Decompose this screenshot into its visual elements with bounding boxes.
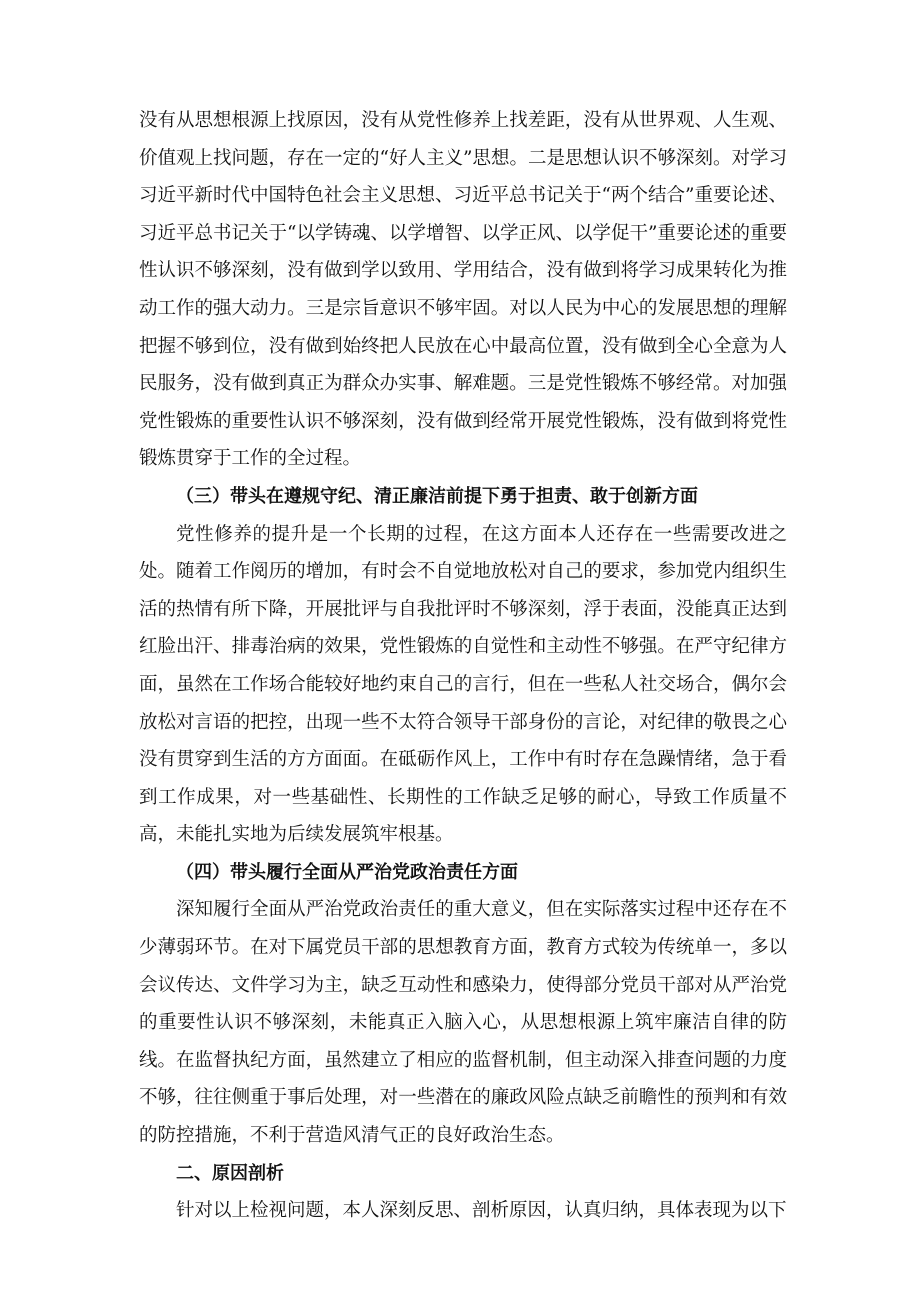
document-body: [139, 102, 787, 1230]
section-heading-cause-analysis: 二、原因剖析: [176, 1162, 284, 1184]
paragraph-section-3: 党性修养的提升是一个长期的过程，在这方面本人还存在一些需要改进之处。随着工作阅历的增加，有时会不自觉地放松对自己的要求，参加党内组织生活的热情有所下降，开展批评与自我批评时不够深刻，浮于表面，没能真正达到红脸出汗、排毒治病的效果，党性锻炼的自觉性和主动性不够强。在严守纪律方面，虽然在工作场合能较好地约束自己的言行，但在一些私人社交场合，偶尔会放松对言语的把控，出现一些不太符合领导干部身份的言论，对纪律的敬畏之心没有贯穿到生活的方方面面。在砥砺作风上，工作中有时存在急躁情绪，急于看到工作成果，对一些基础性、长期性的工作缺乏足够的耐心，导致工作质量不高，未能扎实地为后续发展筑牢根基。: [139, 523, 787, 846]
paragraph-section-4: 深知履行全面从严治党政治责任的重大意义，但在实际落实过程中还存在不少薄弱环节。在对下属党员干部的思想教育方面，教育方式较为传统单一，多以会议传达、文件学习为主，缺乏互动性和感染力，使得部分党员干部对从严治党的重要性认识不够深刻，未能真正入脑入心，从思想根源上筑牢廉洁自律的防线。在监督执纪方面，虽然建立了相应的监督机制，但主动深入排查问题的力度不够，往往侧重于事后处理，对一些潜在的廉政风险点缺乏前瞻性的预判和有效的防控措施，不利于营造风清气正的良好政治生态。: [139, 899, 787, 1147]
section-heading-4: （四）带头履行全面从严治党政治责任方面: [176, 861, 518, 883]
section-heading-3: （三）带头在遵规守纪、清正廉洁前提下勇于担责、敢于创新方面: [176, 485, 698, 507]
paragraph-continuation: 没有从思想根源上找原因，没有从党性修养上找差距，没有从世界观、人生观、价值观上找问题，存在一定的“好人主义”思想。二是思想认识不够深刻。对学习习近平新时代中国特色社会主义思想、习近平总书记关于“两个结合”重要论述、习近平总书记关于“以学铸魂、以学增智、以学正风、以学促干”重要论述的重要性认识不够深刻，没有做到学以致用、学用结合，没有做到将学习成果转化为推动工作的强大动力。三是宗旨意识不够牢固。对以人民为中心的发展思想的理解把握不够到位，没有做到始终把人民放在心中最高位置，没有做到全心全意为人民服务，没有做到真正为群众办实事、解难题。三是党性锻炼不够经常。对加强党性锻炼的重要性认识不够深刻，没有做到经常开展党性锻炼，没有做到将党性锻炼贯穿于工作的全过程。: [139, 110, 787, 470]
paragraph-cause-analysis: 针对以上检视问题，本人深刻反思、剖析原因，认真归纳，具体表现为以下: [176, 1200, 787, 1222]
